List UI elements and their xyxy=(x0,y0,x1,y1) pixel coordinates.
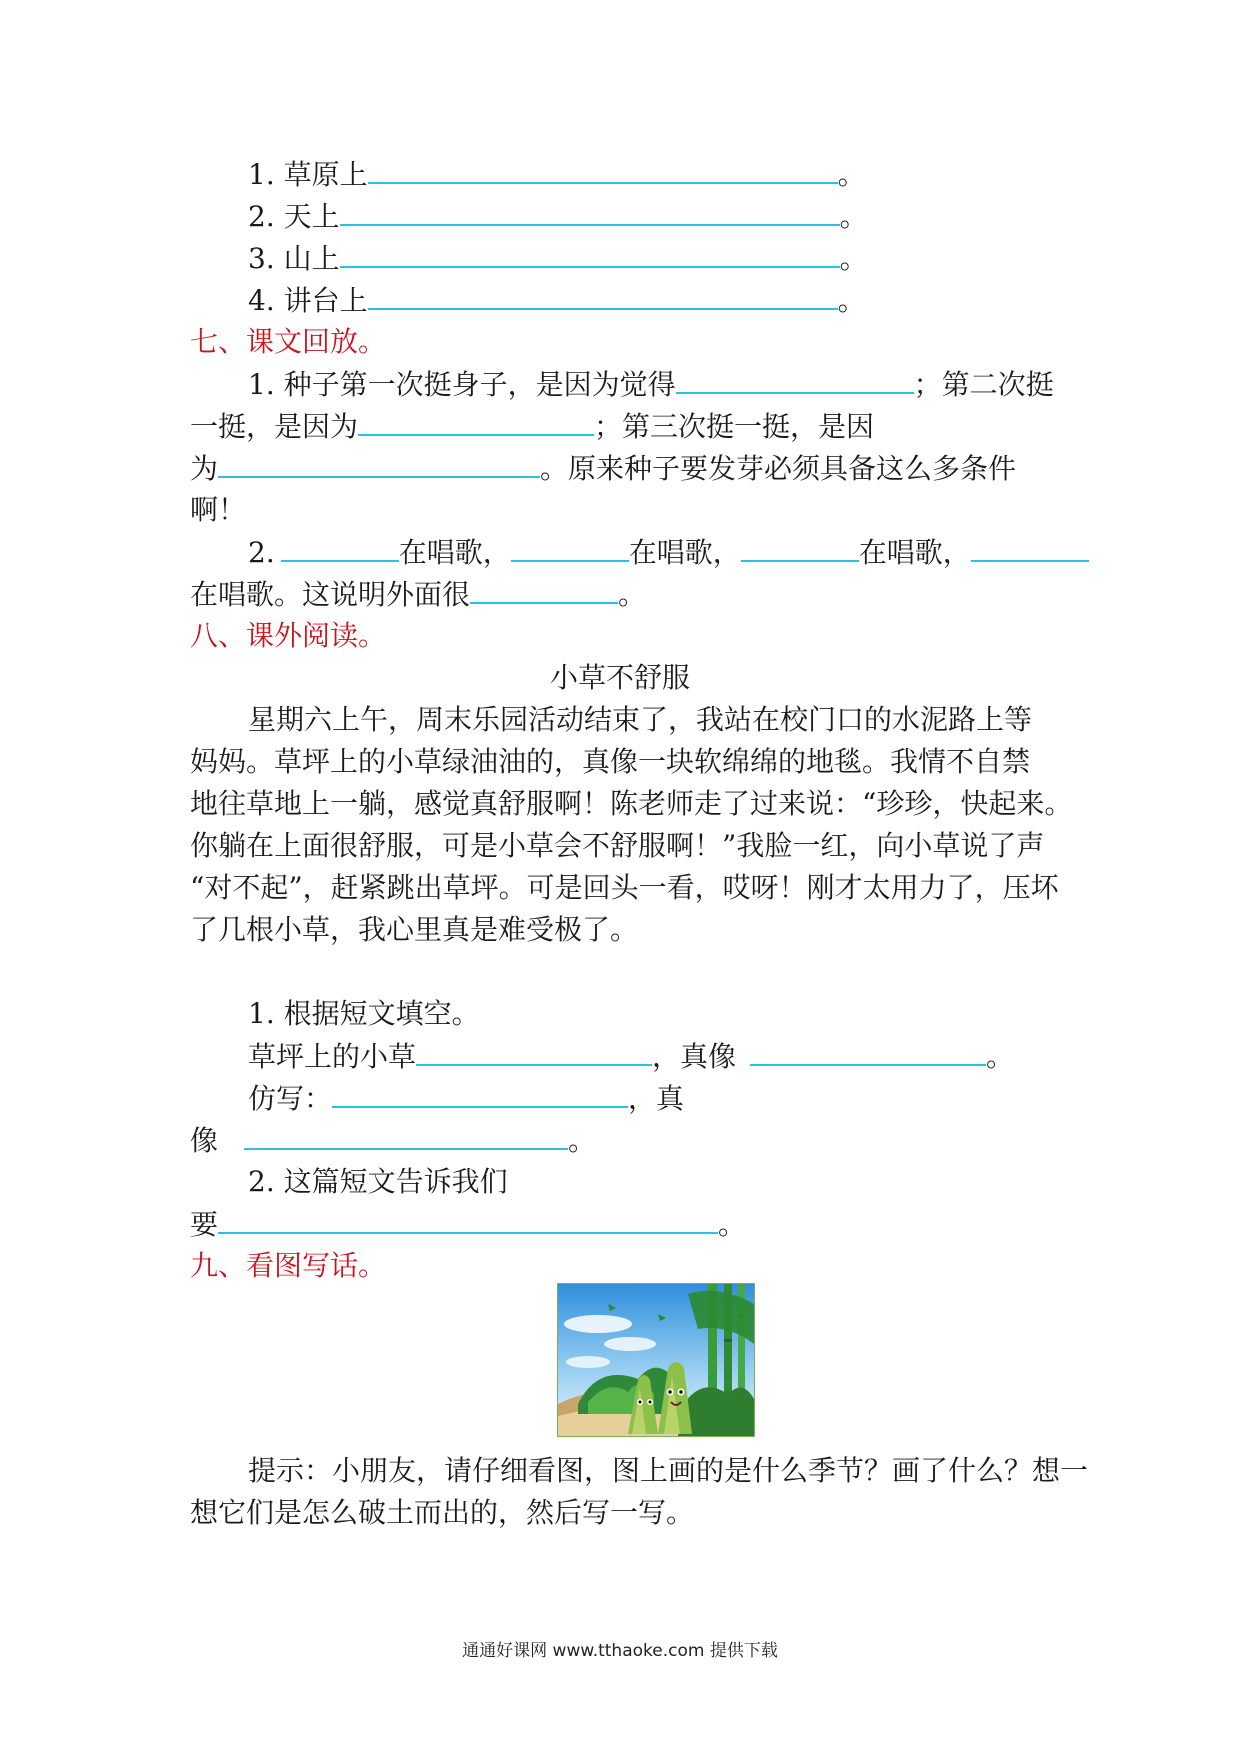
answer-blank[interactable] xyxy=(218,448,540,478)
reading-q1-line1: 草坪上的小草 ，真像 。 xyxy=(248,1036,1014,1077)
reading-q1-line3: 像 。 xyxy=(190,1120,596,1161)
hint-line-1: 提示：小朋友，请仔细看图，图上画的是什么季节？画了什么？想一 xyxy=(248,1454,1089,1487)
reading-q1-label: 1. 根据短文填空。 xyxy=(248,997,480,1030)
answer-blank[interactable] xyxy=(218,1204,718,1234)
section-heading-9: 九、看图写话。 xyxy=(190,1249,387,1282)
fill-item-3: 3. 山上 。 xyxy=(248,238,868,279)
answer-blank[interactable] xyxy=(340,238,840,268)
answer-blank[interactable] xyxy=(340,196,840,226)
recall-q1-line1: 1. 种子第一次挺身子，是因为觉得 ；第二次挺 xyxy=(248,364,1054,405)
reading-q2-line1: 2. 这篇短文告诉我们 xyxy=(248,1165,508,1198)
section-heading-7: 七、课文回放。 xyxy=(190,325,387,358)
answer-blank[interactable] xyxy=(358,406,594,436)
answer-blank[interactable] xyxy=(368,280,838,310)
recall-q1-line2: 一挺，是因为 ；第三次挺一挺，是因 xyxy=(190,406,874,447)
reading-title: 小草不舒服 xyxy=(549,661,690,694)
reading-q1-line2: 仿写： ，真 xyxy=(248,1078,684,1119)
answer-blank[interactable] xyxy=(470,574,618,604)
fill-item-4: 4. 讲台上 。 xyxy=(248,280,866,321)
answer-blank[interactable] xyxy=(281,532,399,562)
recall-q2-line2: 在唱歌。这说明外面很 。 xyxy=(190,574,646,615)
recall-q1-line4: 啊！ xyxy=(190,493,247,526)
answer-blank[interactable] xyxy=(750,1036,986,1066)
answer-blank[interactable] xyxy=(416,1036,652,1066)
hint-line-2: 想它们是怎么破土而出的，然后写一写。 xyxy=(190,1496,695,1529)
reading-line-1: 星期六上午，周末乐园活动结束了，我站在校门口的水泥路上等 xyxy=(248,703,1033,736)
reading-line-3: 地往草地上一躺，感觉真舒服啊！陈老师走了过来说：“珍珍，快起来。 xyxy=(190,787,1073,820)
reading-q2-line2: 要 。 xyxy=(190,1204,746,1245)
reading-line-4: 你躺在上面很舒服，可是小草会不舒服啊！”我脸一红，向小草说了声 xyxy=(190,829,1045,862)
fill-item-1: 1. 草原上 。 xyxy=(248,154,866,195)
footer-credit: 通通好课网 www.tthaoke.com 提供下载 xyxy=(462,1641,778,1661)
reading-line-2: 妈妈。草坪上的小草绿油油的，真像一块软绵绵的地毯。我情不自禁 xyxy=(190,745,1031,778)
recall-q2-line1: 2. 在唱歌， 在唱歌， 在唱歌， xyxy=(248,532,1089,573)
reading-line-5: “对不起”，赶紧跳出草坪。可是回头一看，哎呀！刚才太用力了，压坏 xyxy=(190,871,1059,904)
bamboo-shoots-illustration xyxy=(557,1283,755,1437)
answer-blank[interactable] xyxy=(741,532,859,562)
section-heading-8: 八、课外阅读。 xyxy=(190,619,387,652)
answer-blank[interactable] xyxy=(971,532,1089,562)
answer-blank[interactable] xyxy=(511,532,629,562)
answer-blank[interactable] xyxy=(676,364,914,394)
answer-blank[interactable] xyxy=(244,1120,568,1150)
reading-line-6: 了几根小草，我心里真是难受极了。 xyxy=(190,913,639,946)
fill-item-2: 2. 天上 。 xyxy=(248,196,868,237)
recall-q1-line3: 为 。原来种子要发芽必须具备这么多条件 xyxy=(190,448,1016,489)
answer-blank[interactable] xyxy=(368,154,838,184)
answer-blank[interactable] xyxy=(332,1078,628,1108)
